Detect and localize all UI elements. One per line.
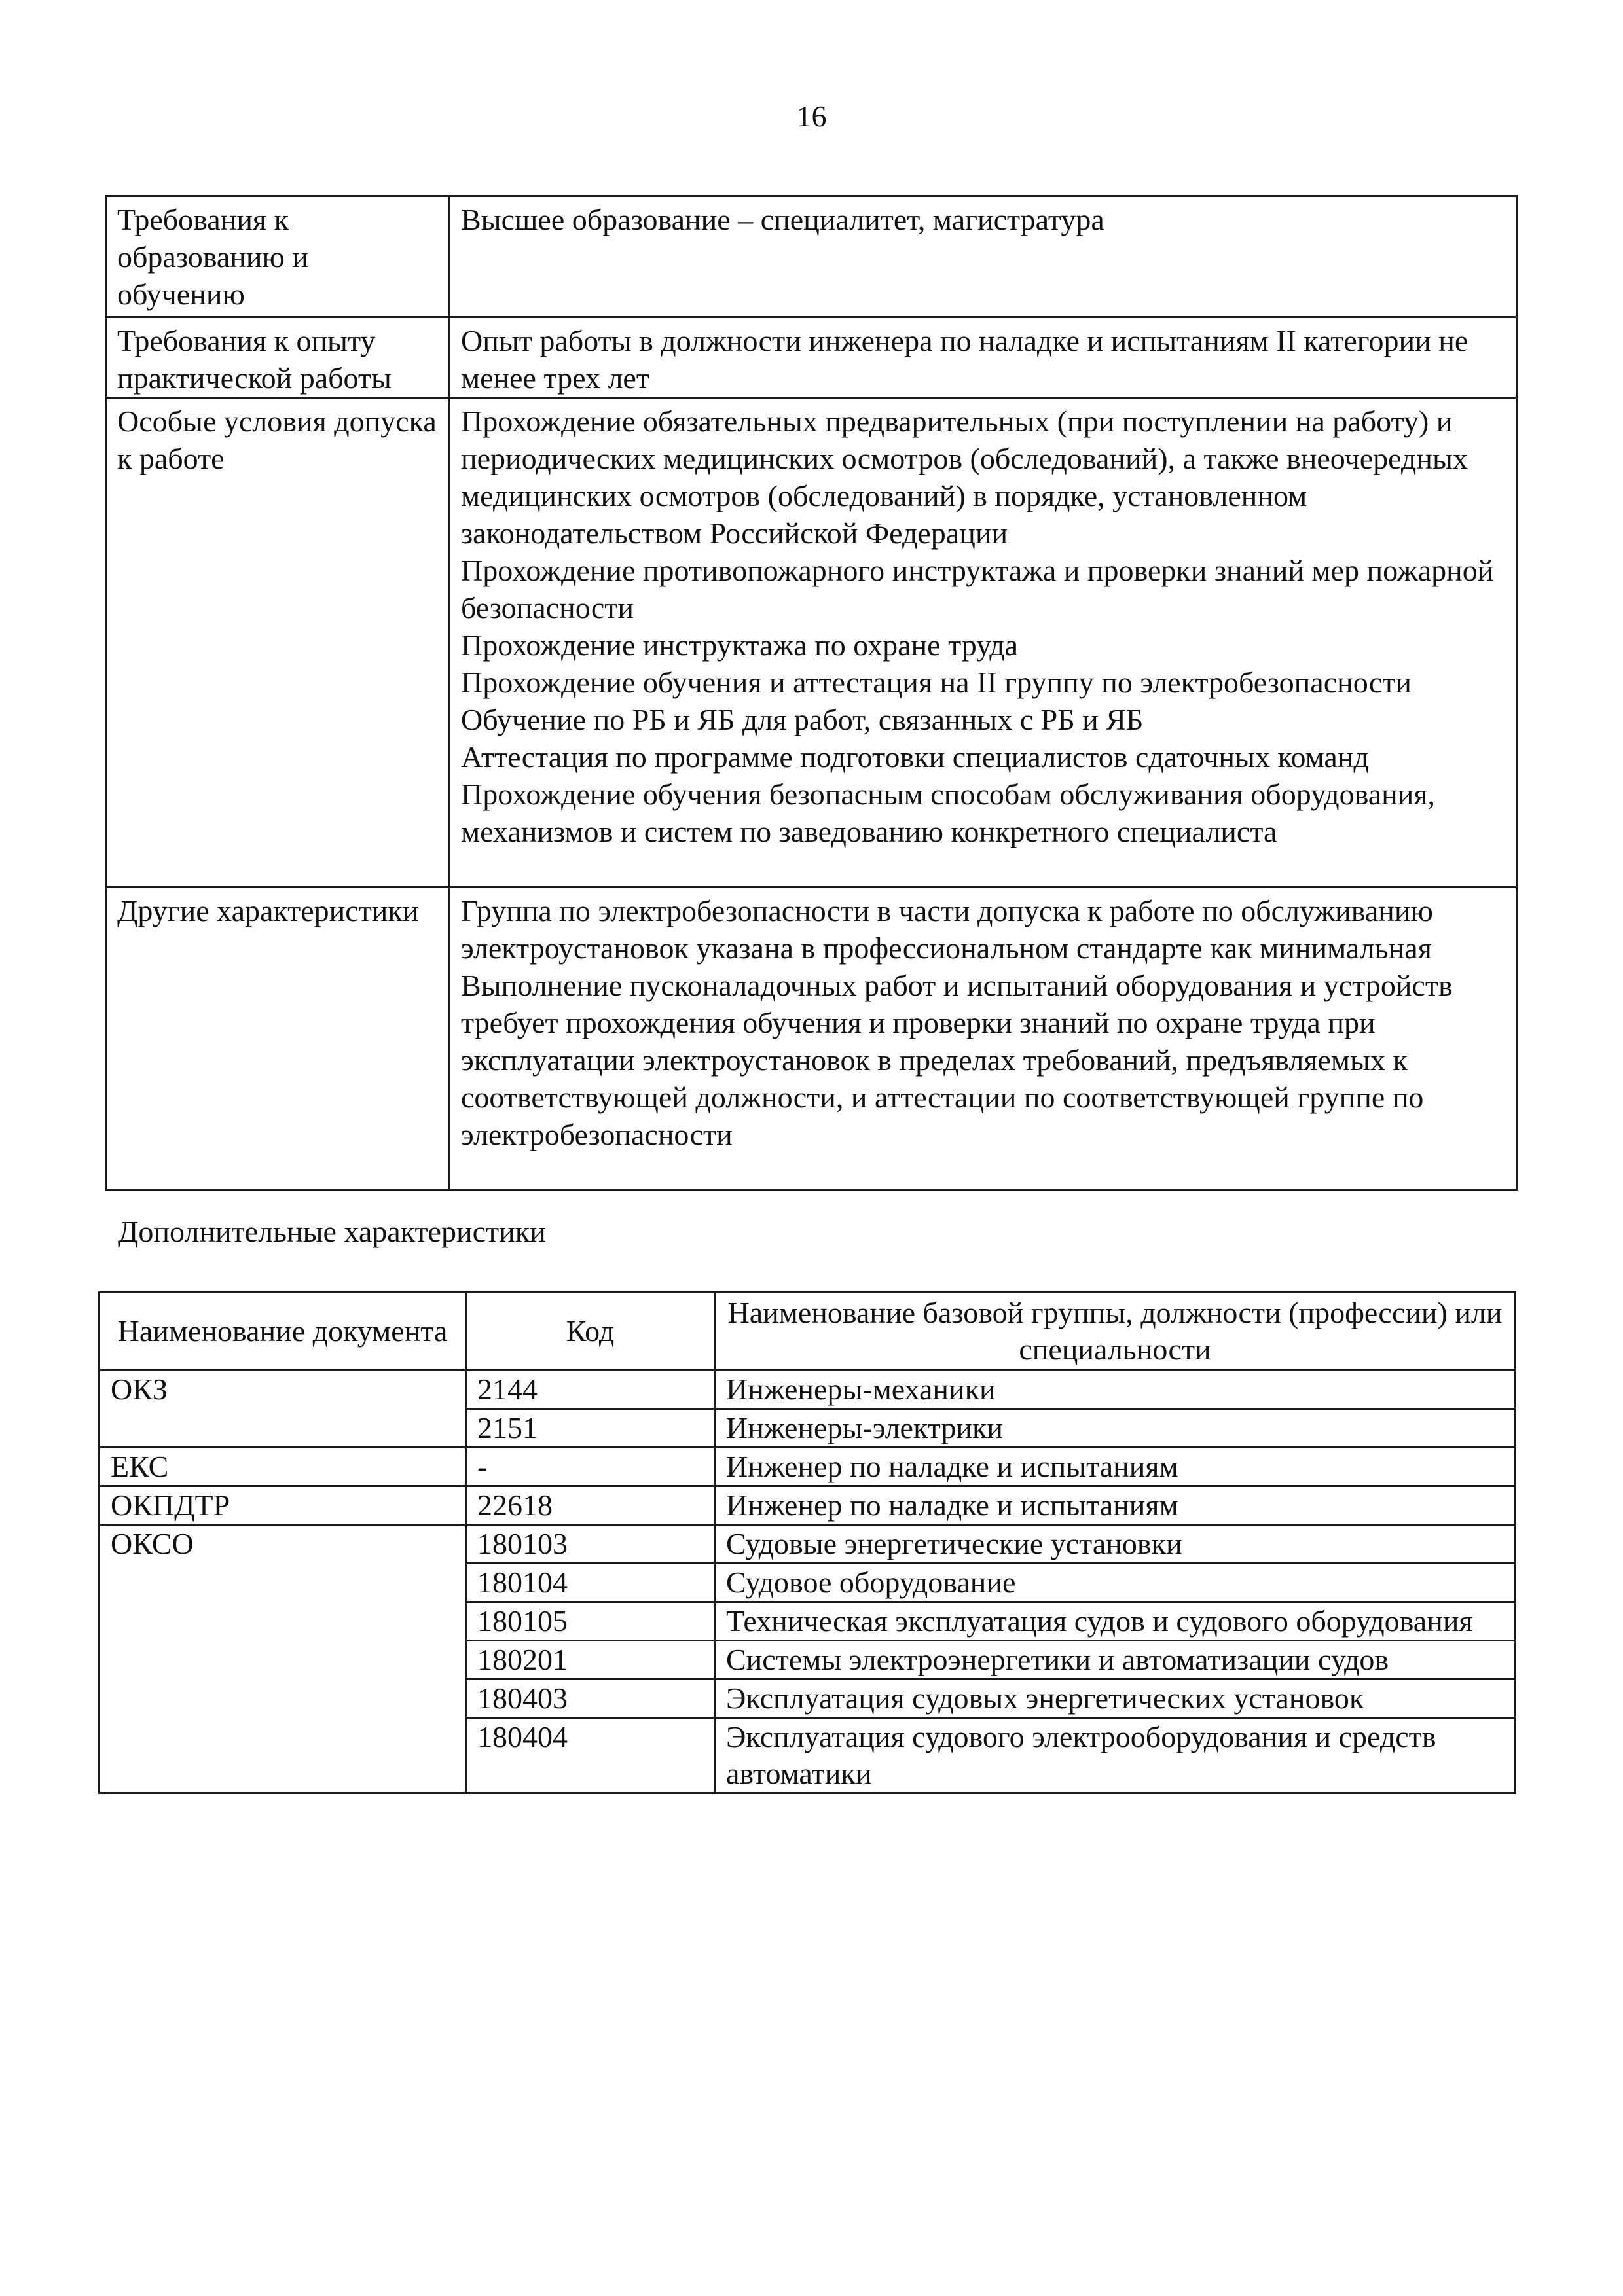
header-doc: Наименование документа xyxy=(100,1293,466,1371)
doc-cell: ОКПДТР xyxy=(100,1486,466,1525)
row-label: Особые условия допуска к работе xyxy=(106,398,450,888)
doc-cell xyxy=(100,1641,466,1679)
doc-cell xyxy=(100,1602,466,1641)
content-line: Прохождение инструктажа по охране труда xyxy=(461,628,1019,662)
name-cell: Инженер по наладке и испытаниям xyxy=(715,1486,1516,1525)
doc-cell: ОКСО xyxy=(100,1525,466,1564)
table-row xyxy=(106,196,1517,317)
table-row xyxy=(100,1718,1516,1793)
name-cell: Эксплуатация судовых энергетических установок xyxy=(715,1679,1516,1718)
doc-cell xyxy=(100,1718,466,1793)
table-row xyxy=(100,1525,1516,1564)
content-line: Группа по электробезопасности в части допуска к работе по обслуживанию электроустановок указана в профессиональном стандарте как минимальная xyxy=(461,894,1433,965)
additional-characteristics-table xyxy=(98,1291,1516,1794)
content-line: Обучение по РБ и ЯБ для работ, связанных с РБ и ЯБ xyxy=(461,703,1144,736)
code-cell: 2151 xyxy=(466,1409,715,1448)
name-cell: Эксплуатация судового электрооборудования и средств автоматики xyxy=(715,1718,1516,1793)
code-cell: - xyxy=(466,1448,715,1486)
row-content xyxy=(450,398,1517,888)
name-cell: Техническая эксплуатация судов и судового оборудования xyxy=(715,1602,1516,1641)
name-cell: Инженер по наладке и испытаниям xyxy=(715,1448,1516,1486)
table-row xyxy=(100,1448,1516,1486)
header-code: Код xyxy=(466,1293,715,1371)
row-label: Требования к образованию и обучению xyxy=(106,196,450,317)
content-line: Прохождение обучения и аттестация на II группу по электробезопасности xyxy=(461,666,1412,699)
row-label: Требования к опыту практической работы xyxy=(106,317,450,398)
doc-cell: ОКЗ xyxy=(100,1371,466,1409)
row-content xyxy=(450,317,1517,398)
table-row xyxy=(100,1641,1516,1679)
code-cell: 180103 xyxy=(466,1525,715,1564)
table-row xyxy=(106,888,1517,1190)
content-line: Высшее образование – специалитет, магистратура xyxy=(461,203,1104,236)
content-line: Аттестация по программе подготовки специалистов сдаточных команд xyxy=(461,740,1369,774)
table-row xyxy=(100,1409,1516,1448)
table-row xyxy=(106,317,1517,398)
code-cell: 180403 xyxy=(466,1679,715,1718)
content-line: Выполнение пусконаладочных работ и испытаний оборудования и устройств требует прохождения обучения и проверки знаний по охране труда при эксплуатации электроустановок в пределах требований, предъявляемых к соответствующей должности, и аттестации по соответствующей группе по электробезопасности xyxy=(461,969,1453,1151)
name-cell: Судовое оборудование xyxy=(715,1564,1516,1602)
doc-cell xyxy=(100,1409,466,1448)
table-row xyxy=(106,398,1517,888)
page-number: 16 xyxy=(796,99,827,133)
header-row xyxy=(100,1293,1516,1371)
row-label: Другие характеристики xyxy=(106,888,450,1190)
name-cell: Инженеры-механики xyxy=(715,1371,1516,1409)
table-row xyxy=(100,1486,1516,1525)
doc-cell xyxy=(100,1679,466,1718)
doc-cell: ЕКС xyxy=(100,1448,466,1486)
row-content xyxy=(450,196,1517,317)
table-row xyxy=(100,1602,1516,1641)
content-line: Опыт работы в должности инженера по наладке и испытаниям II категории не менее трех лет xyxy=(461,324,1468,395)
content-line: Прохождение обязательных предварительных (при поступлении на работу) и периодических медицинских осмотров (обследований), а также внеочередных медицинских осмотров (обследований) в порядке, установленном законодательством Российской Федерации xyxy=(461,404,1468,550)
code-cell: 22618 xyxy=(466,1486,715,1525)
table-row xyxy=(100,1371,1516,1409)
content-line: Прохождение обучения безопасным способам обслуживания оборудования, механизмов и систем по заведованию конкретного специалиста xyxy=(461,778,1436,848)
table-row xyxy=(100,1564,1516,1602)
code-cell: 180104 xyxy=(466,1564,715,1602)
requirements-table xyxy=(105,195,1518,1191)
name-cell: Системы электроэнергетики и автоматизации судов xyxy=(715,1641,1516,1679)
name-cell: Инженеры-электрики xyxy=(715,1409,1516,1448)
code-cell: 180404 xyxy=(466,1718,715,1793)
code-cell: 2144 xyxy=(466,1371,715,1409)
content-line: Прохождение противопожарного инструктажа и проверки знаний мер пожарной безопасности xyxy=(461,554,1494,624)
header-name: Наименование базовой группы, должности (профессии) или специальности xyxy=(715,1293,1516,1371)
table-row xyxy=(100,1679,1516,1718)
name-cell: Судовые энергетические установки xyxy=(715,1525,1516,1564)
row-content xyxy=(450,888,1517,1190)
code-cell: 180201 xyxy=(466,1641,715,1679)
doc-cell xyxy=(100,1564,466,1602)
code-cell: 180105 xyxy=(466,1602,715,1641)
section-heading: Дополнительные характеристики xyxy=(118,1215,546,1248)
